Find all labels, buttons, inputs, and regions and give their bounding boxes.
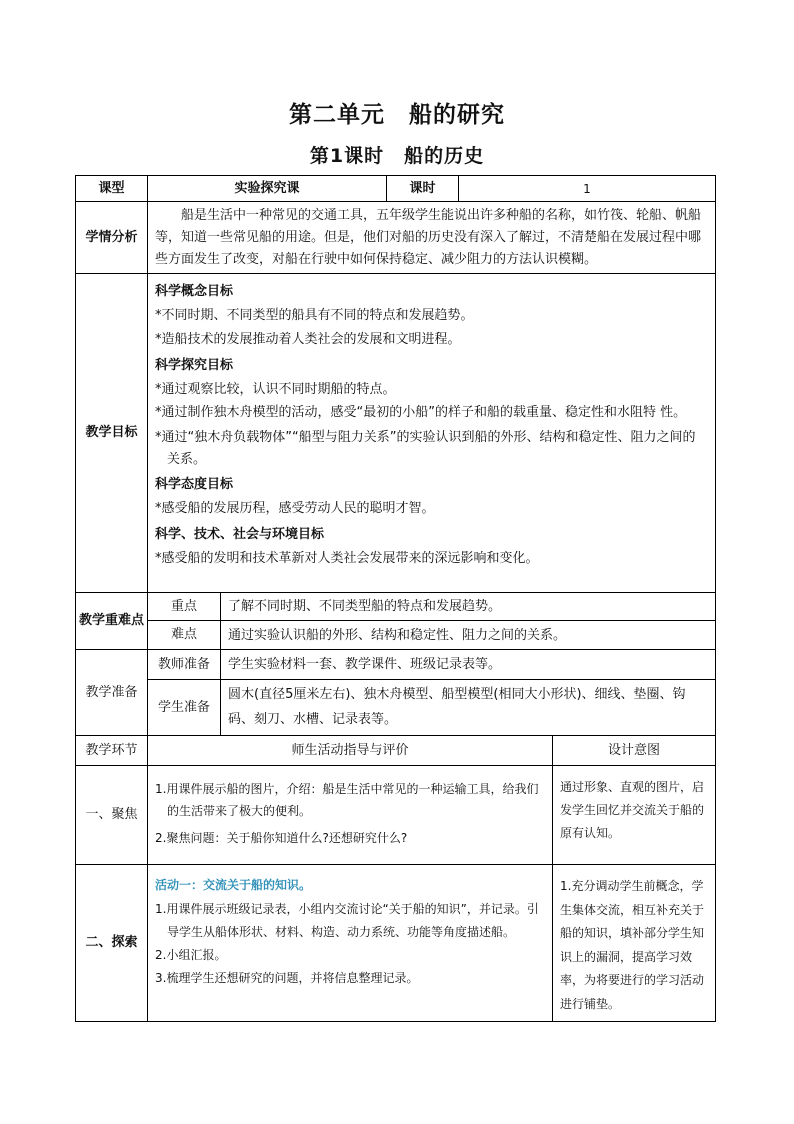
inquiry-goal-title: 科学探究目标: [155, 358, 234, 373]
focus-stage: 一、聚焦: [75, 765, 148, 865]
concept-goal-1: *不同时期、不同类型的船具有不同的特点和发展趋势。: [155, 308, 474, 323]
difficult-label: 难点: [147, 620, 221, 650]
explore-intent: 1.充分调动学生前概念，学生集体交流，相互补充关于船的知识，填补部分学生知识上的漏洞，提高学习效率，为将要进行的学习活动进行铺垫。: [552, 864, 716, 1022]
activity-header: 师生活动指导与评价: [147, 735, 553, 766]
student-prep-text: 圆木(直径5厘米左右)、独木舟模型、船型模型(相同大小形状)、细线、垫圈、钩码、刻刀、水槽、记录表等。: [220, 679, 716, 736]
lesson-title: 第1课时 船的历史: [309, 145, 485, 167]
lesson-hours-label: 课时: [386, 175, 459, 202]
explore-item-3: 3.梳理学生还想研究的问题，并将信息整理记录。: [155, 971, 419, 985]
stage-header: 教学环节: [75, 735, 148, 766]
prep-label: 教学准备: [75, 649, 148, 736]
concept-goal-title: 科学概念目标: [155, 284, 234, 299]
explore-stage: 二、探索: [75, 864, 148, 1022]
situation-text: 船是生活中一种常见的交通工具，五年级学生能说出许多种船的名称，如竹筏、轮船、帆船等，知道一些常见船的用途。但是，他们对船的历史没有深入了解过，不清楚船在发展过程中哪些方面发生了改变，对船在行驶中如何保持稳定、减少阻力的方法认识模糊。: [147, 201, 716, 274]
sts-goal-1: *感受船的发明和技术革新对人类社会发展带来的深远影响和变化。: [155, 551, 539, 566]
explore-activity-title: 活动一：交流关于船的知识。: [155, 878, 312, 892]
inquiry-goal-2: *通过制作独木舟模型的活动，感受“最初的小船”的样子和船的载重量、稳定性和水阻特 性。: [155, 405, 687, 420]
explore-item-1: 1.用课件展示班级记录表，小组内交流讨论“关于船的知识”，并记录。引导学生从船体形状、材料、构造、动力系统、功能等角度描述船。: [155, 902, 539, 939]
difficult-text: 通过实验认识船的外形、结构和稳定性、阻力之间的关系。: [220, 620, 716, 650]
lesson-type-label: 课型: [75, 175, 148, 202]
goals-label: 教学目标: [75, 273, 148, 593]
explore-item-2: 2.小组汇报。: [155, 948, 227, 962]
goals-content: [147, 273, 716, 593]
inquiry-goal-3: *通过“独木舟负载物体”“船型与阻力关系”的实验认识到船的外形、结构和稳定性、阻力之间的关系。: [155, 430, 696, 467]
teacher-prep-text: 学生实验材料一套、教学课件、班级记录表等。: [220, 649, 716, 680]
inquiry-goal-1: *通过观察比较，认识不同时期船的特点。: [155, 382, 396, 397]
lesson-type-value: 实验探究课: [147, 175, 387, 202]
unit-title: 第二单元 船的研究: [289, 102, 505, 128]
situation-label: 学情分析: [75, 201, 148, 274]
student-prep-label: 学生准备: [147, 679, 221, 736]
concept-goal-2: *造船技术的发展推动着人类社会的发展和文明进程。: [155, 332, 461, 347]
key-points-label: 教学重难点: [75, 592, 148, 650]
attitude-goal-1: *感受船的发展历程，感受劳动人民的聪明才智。: [155, 501, 435, 516]
focus-intent: 通过形象、直观的图片，启发学生回忆并交流关于船的原有认知。: [552, 765, 716, 865]
attitude-goal-title: 科学态度目标: [155, 477, 234, 492]
focus-item-1: 1.用课件展示船的图片，介绍：船是生活中常见的一种运输工具，给我们的生活带来了极大的便利。: [155, 782, 539, 818]
intent-header: 设计意图: [552, 735, 716, 766]
lesson-hours-value: 1: [458, 175, 716, 202]
key-label: 重点: [147, 592, 221, 621]
key-text: 了解不同时期、不同类型船的特点和发展趋势。: [220, 592, 716, 621]
focus-activities: [147, 765, 553, 865]
focus-item-2: 2.聚焦问题：关于船你知道什么?还想研究什么?: [155, 831, 408, 845]
sts-goal-title: 科学、技术、社会与环境目标: [155, 527, 325, 542]
explore-activities: [147, 864, 553, 1022]
teacher-prep-label: 教师准备: [147, 649, 221, 680]
